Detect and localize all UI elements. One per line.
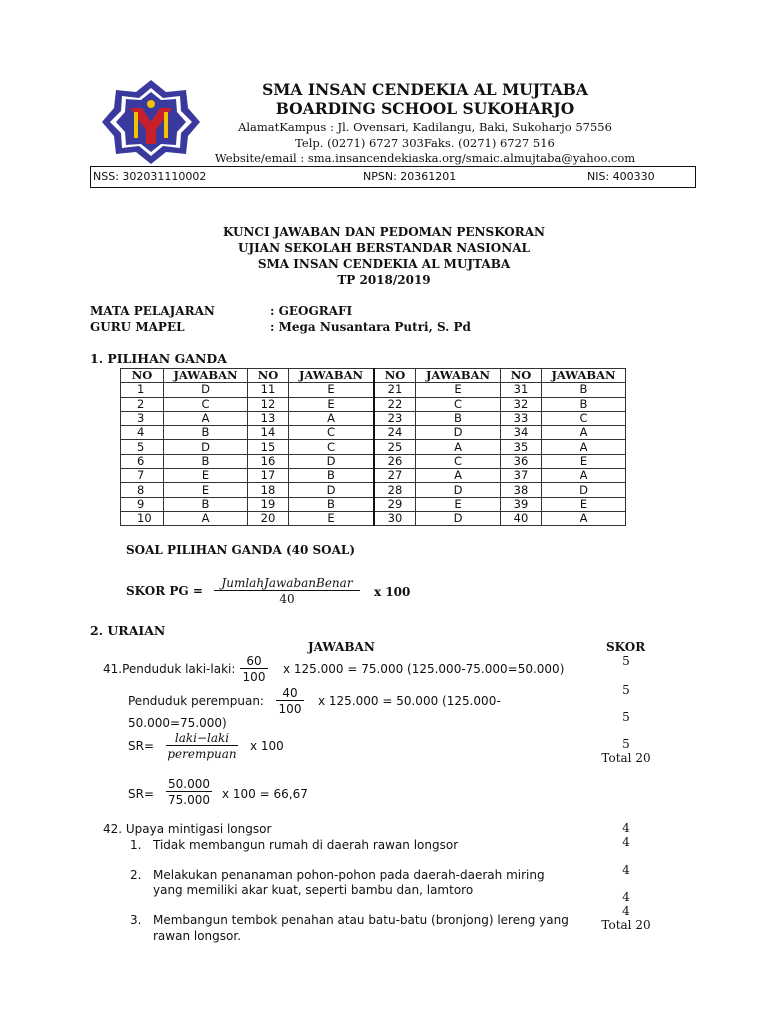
q42-item-text: Melakukan penanaman pohon-pohon pada daerah-daerah miring — [153, 868, 545, 882]
q42-item-number: 3. — [130, 913, 142, 927]
answer-cell: E — [416, 497, 501, 511]
q41-total: Total 20 — [601, 751, 651, 765]
q42-score: 4 — [622, 863, 630, 877]
uraian-heading: 2. URAIAN — [90, 623, 166, 638]
col-jawaban: JAWABAN — [289, 369, 375, 383]
fraction-numerator: 60 — [246, 654, 262, 668]
question-number-cell: 6 — [121, 454, 164, 468]
skor-pg-formula — [214, 576, 360, 606]
table-row — [121, 440, 626, 454]
question-number-cell: 2 — [121, 397, 164, 411]
question-number-cell: 21 — [374, 383, 416, 397]
q41-label: 41.Penduduk laki-laki: — [103, 662, 236, 676]
table-row — [121, 483, 626, 497]
q42-score: 4 — [622, 890, 630, 904]
q41-score: 5 — [622, 683, 630, 697]
table-row — [121, 383, 626, 397]
answer-cell: A — [289, 411, 375, 425]
question-number-cell: 1 — [121, 383, 164, 397]
table-row — [121, 426, 626, 440]
school-address: AlamatKampus : Jl. Ovensari, Kadilangu, Baki, Sukoharjo 57556 — [238, 120, 612, 134]
doc-title-1: KUNCI JAWABAN DAN PEDOMAN PENSKORAN — [222, 225, 546, 239]
sr-calc-2: x 100 = 66,67 — [222, 787, 308, 801]
question-number-cell: 23 — [374, 411, 416, 425]
doc-title-2: UJIAN SEKOLAH BERSTANDAR NASIONAL — [238, 241, 530, 255]
answer-cell: B — [542, 397, 626, 411]
fraction-denominator: 100 — [240, 668, 268, 684]
sr-label: SR= — [128, 739, 155, 753]
question-number-cell: 40 — [501, 511, 542, 525]
question-number-cell: 35 — [501, 440, 542, 454]
col-jawaban: JAWABAN — [164, 369, 248, 383]
pg-heading: 1. PILIHAN GANDA — [90, 351, 227, 366]
question-number-cell: 13 — [248, 411, 289, 425]
school-id-bar — [90, 166, 696, 188]
table-row — [121, 411, 626, 425]
answer-cell: A — [164, 511, 248, 525]
skor-pg-times: x 100 — [374, 585, 411, 599]
q42-score: 4 — [622, 835, 630, 849]
answer-cell: C — [164, 397, 248, 411]
answer-cell: E — [289, 511, 375, 525]
q42-item-number: 1. — [130, 838, 142, 852]
answer-cell: B — [164, 497, 248, 511]
answer-cell: A — [542, 426, 626, 440]
formula-numerator: JumlahJawabanBenar — [221, 576, 353, 590]
npsn-number: NPSN: 20361201 — [363, 170, 457, 183]
question-number-cell: 28 — [374, 483, 416, 497]
answer-cell: E — [416, 383, 501, 397]
question-number-cell: 7 — [121, 469, 164, 483]
table-row — [121, 469, 626, 483]
mapel-label: MATA PELAJARAN — [90, 304, 215, 318]
skor-pg-label: SKOR PG = — [126, 584, 203, 598]
answer-cell: E — [164, 469, 248, 483]
answer-cell: B — [289, 497, 375, 511]
mapel-value: : GEOGRAFI — [270, 304, 353, 318]
school-name: SMA INSAN CENDEKIA AL MUJTABA — [262, 80, 588, 99]
answer-cell: B — [416, 411, 501, 425]
q42-item-text-cont: yang memiliki akar kuat, seperti bambu dan, lamtoro — [153, 883, 474, 897]
answer-cell: E — [164, 483, 248, 497]
answer-cell: D — [416, 426, 501, 440]
q42-title: 42. Upaya mintigasi longsor — [103, 822, 272, 836]
answer-cell: A — [542, 511, 626, 525]
question-number-cell: 34 — [501, 426, 542, 440]
answer-cell: A — [542, 469, 626, 483]
table-row — [121, 454, 626, 468]
question-number-cell: 18 — [248, 483, 289, 497]
col-no: NO — [248, 369, 289, 383]
q42-item-number: 2. — [130, 868, 142, 882]
question-number-cell: 36 — [501, 454, 542, 468]
col-no: NO — [501, 369, 542, 383]
answer-cell: C — [416, 397, 501, 411]
school-website: Website/email : sma.insancendekiaska.org/smaic.almujtaba@yahoo.com — [214, 151, 636, 165]
question-number-cell: 17 — [248, 469, 289, 483]
answer-cell: E — [289, 383, 375, 397]
col-jawaban: JAWABAN — [416, 369, 501, 383]
question-number-cell: 24 — [374, 426, 416, 440]
q42-total: Total 20 — [601, 918, 651, 932]
answer-cell: E — [289, 397, 375, 411]
answer-cell: B — [164, 426, 248, 440]
question-number-cell: 19 — [248, 497, 289, 511]
answer-cell: D — [416, 483, 501, 497]
answer-cell: C — [416, 454, 501, 468]
answer-key-table — [120, 368, 626, 526]
question-number-cell: 16 — [248, 454, 289, 468]
q41-label-2: Penduduk perempuan: — [128, 694, 264, 708]
answer-cell: D — [289, 454, 375, 468]
question-number-cell: 15 — [248, 440, 289, 454]
school-subtitle: BOARDING SCHOOL SUKOHARJO — [275, 99, 575, 118]
fraction-numerator: 40 — [282, 686, 298, 700]
answer-cell: E — [542, 454, 626, 468]
table-row — [121, 397, 626, 411]
question-number-cell: 14 — [248, 426, 289, 440]
question-number-cell: 10 — [121, 511, 164, 525]
fraction-denominator: 100 — [276, 700, 304, 716]
answer-cell: A — [542, 440, 626, 454]
fraction-numerator: 50.000 — [168, 777, 210, 791]
answer-cell: A — [164, 411, 248, 425]
table-header-row — [121, 369, 626, 383]
answer-cell: C — [289, 426, 375, 440]
sr-fraction — [166, 731, 238, 761]
question-number-cell: 29 — [374, 497, 416, 511]
q42-score: 4 — [622, 904, 630, 918]
nis-number: NIS: 400330 — [587, 170, 655, 183]
sr-times: x 100 — [250, 739, 284, 753]
q41-calc-2b: 50.000=75.000) — [128, 716, 227, 730]
soal-pg-label: SOAL PILIHAN GANDA (40 SOAL) — [126, 543, 356, 557]
question-number-cell: 37 — [501, 469, 542, 483]
doc-title-3: SMA INSAN CENDEKIA AL MUJTABA — [257, 257, 511, 271]
q41-fraction-1 — [240, 654, 268, 684]
sr-fraction-2 — [166, 777, 212, 807]
school-phone: Telp. (0271) 6727 303Faks. (0271) 6727 516 — [295, 136, 555, 150]
question-number-cell: 26 — [374, 454, 416, 468]
answer-cell: D — [416, 511, 501, 525]
question-number-cell: 27 — [374, 469, 416, 483]
answer-cell: C — [542, 411, 626, 425]
q41-score: 5 — [622, 654, 630, 668]
question-number-cell: 9 — [121, 497, 164, 511]
col-jawaban: JAWABAN — [542, 369, 626, 383]
sr-label-2: SR= — [128, 787, 155, 801]
answer-cell: D — [164, 440, 248, 454]
fraction-numerator: laki−laki — [174, 731, 230, 745]
answer-cell: D — [542, 483, 626, 497]
q42-item-text-cont: rawan longsor. — [153, 929, 242, 943]
question-number-cell: 31 — [501, 383, 542, 397]
q41-calc-2a: x 125.000 = 50.000 (125.000- — [318, 694, 501, 708]
question-number-cell: 33 — [501, 411, 542, 425]
question-number-cell: 11 — [248, 383, 289, 397]
fraction-denominator: perempuan — [167, 747, 237, 761]
nss-number: NSS: 302031110002 — [93, 170, 207, 183]
q42-item-text: Membangun tembok penahan atau batu-batu (bronjong) lereng yang — [153, 913, 569, 927]
table-row — [121, 511, 626, 525]
question-number-cell: 3 — [121, 411, 164, 425]
doc-title-4: TP 2018/2019 — [337, 273, 431, 287]
question-number-cell: 30 — [374, 511, 416, 525]
q41-fraction-2 — [276, 686, 304, 716]
fraction-denominator: 75.000 — [168, 793, 210, 807]
uraian-col-jawaban: JAWABAN — [308, 640, 375, 654]
answer-cell: A — [416, 440, 501, 454]
answer-cell: D — [289, 483, 375, 497]
q41-score: 5 — [622, 710, 630, 724]
question-number-cell: 4 — [121, 426, 164, 440]
question-number-cell: 38 — [501, 483, 542, 497]
answer-cell: B — [542, 383, 626, 397]
answer-cell: D — [164, 383, 248, 397]
col-no: NO — [121, 369, 164, 383]
col-no: NO — [374, 369, 416, 383]
question-number-cell: 22 — [374, 397, 416, 411]
answer-cell: A — [416, 469, 501, 483]
answer-cell: C — [289, 440, 375, 454]
q41-calc-1: x 125.000 = 75.000 (125.000-75.000=50.000) — [283, 662, 565, 676]
formula-denominator: 40 — [214, 590, 360, 606]
q41-score: 5 — [622, 737, 630, 751]
question-number-cell: 32 — [501, 397, 542, 411]
uraian-col-skor: SKOR — [606, 640, 646, 654]
question-number-cell: 8 — [121, 483, 164, 497]
question-number-cell: 5 — [121, 440, 164, 454]
question-number-cell: 12 — [248, 397, 289, 411]
table-row — [121, 497, 626, 511]
question-number-cell: 25 — [374, 440, 416, 454]
question-number-cell: 20 — [248, 511, 289, 525]
q42-score: 4 — [622, 821, 630, 835]
q42-item-text: Tidak membangun rumah di daerah rawan longsor — [153, 838, 459, 852]
question-number-cell: 39 — [501, 497, 542, 511]
answer-cell: B — [164, 454, 248, 468]
answer-cell: B — [289, 469, 375, 483]
guru-label: GURU MAPEL — [90, 320, 185, 334]
answer-cell: E — [542, 497, 626, 511]
guru-value: : Mega Nusantara Putri, S. Pd — [270, 320, 471, 334]
